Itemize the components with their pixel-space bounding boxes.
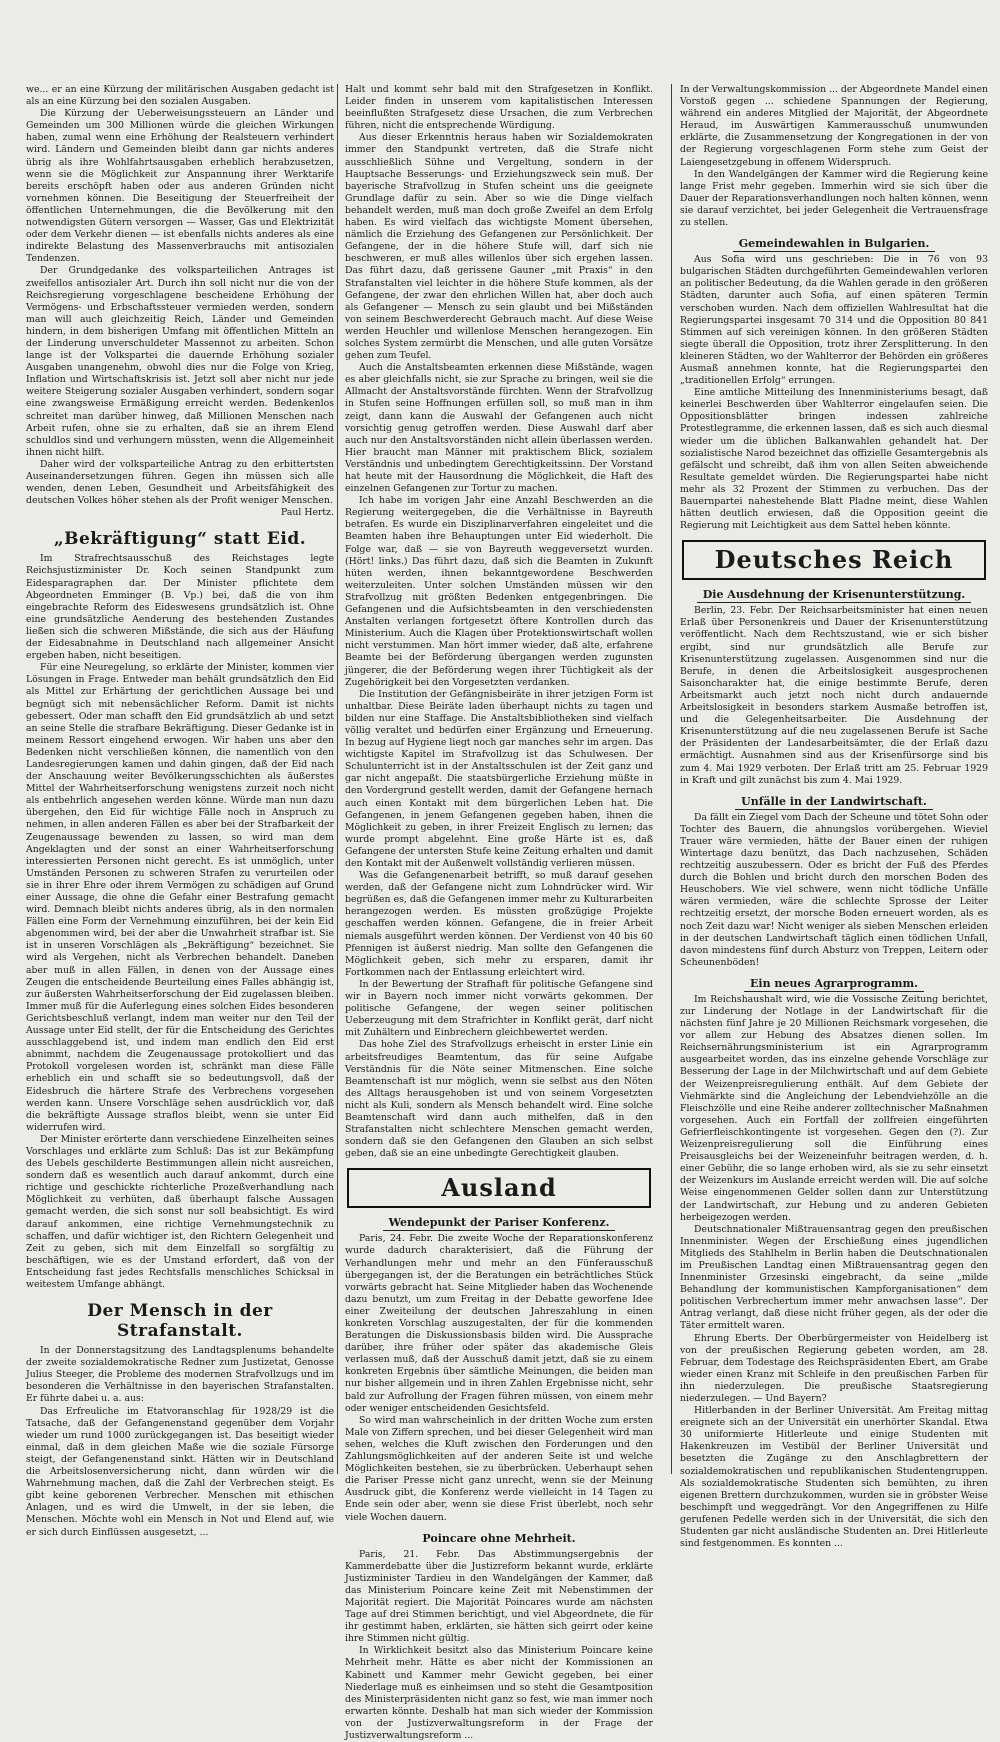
paragraph: In den Wandelgängen der Kammer wird die Regierung keine lange Frist mehr gegeben. Immerhin wird sie sich über die Dauer der Reparationsverhandlungen noch halten können, wenn sie darauf verzichtet, bei jeder Gelegenheit die Vertrauensfrage zu stellen. xyxy=(680,168,988,229)
paragraph: Paris, 21. Febr. Das Abstimmungsergebnis der Kammerdebatte über die Justizreform bekannt wurde, erklärte Justizminister Tardieu in den Wandelgängen der Kammer, daß das Ministerium Poincare keine Zeit mit Nebenstimmen der Majorität regiert. Die Majorität Poincares wurde am nächsten Tage auf drei Stimmen berichtigt, und viel Abgeordnete, die für ihr gestimmt haben, erklärten, sie hätten sich geirrt oder keine ihre Stimmen nicht gültig. xyxy=(345,1548,653,1645)
paragraph: Auch die Anstaltsbeamten erkennen diese Mißstände, wagen es aber gleichfalls nicht, sie zur Sprache zu bringen, weil sie die Allmacht der Anstaltsvorstände fürchten. Wenn der Strafvollzug in Stufen seine Hoffnungen erfüllen soll, so muß man in ihm zeigt, dann kann die Auswahl der Gefangenen auch nicht vorsichtig genug getroffen werden. Diese Auswahl darf aber auch nur den Anstaltsvorständen nicht allein überlassen werden. Hier braucht man Männer mit praktischem Blick, sozialem Verständnis und unbedingtem Gerechtigkeitssinn. Der Vorstand hat heute mit der Hausordnung die Möglichkeit, die Haft des einzelnen Gefangenen zur Tortur zu machen. xyxy=(345,362,653,495)
paragraph: Im Strafrechtsausschuß des Reichstages legte Reichsjustizminister Dr. Koch seinen Standpunkt zum Eidesparagraphen dar. Der Minister pflichtete dem Abgeordneten Emminger (B. Vp.) bei, daß die von ihm eingebrachte Reform des Eideswesens grundsätzlich ist. Ohne eine grundsätzliche Aenderung des bestehenden Zustandes ließen sich die schweren Mißstände, die sich aus der Häufung der Eidesabnahme in Deutschland nach allgemeiner Ansicht ergeben haben, nicht beseitigen. xyxy=(26,553,334,662)
column-1 xyxy=(26,84,334,1538)
paragraph: Im Reichshaushalt wird, wie die Vossische Zeitung berichtet, zur Linderung der Notlage in der Landwirtschaft für die nächsten fünf Jahre je 20 Millionen Reichsmark vorgesehen, die vor allem zur Hebung des Absatzes dienen sollen. Im Reichsernährungsministerium ist ein Agrarprogramm ausgearbeitet worden, das ins einzelne gehende Vorschläge zur Besserung der Lage in der Milchwirtschaft und auf dem Gebiete der Weizenpreisregulierung enthält. Auf dem Gebiete der Viehmärkte sind die Angleichung der Lebendviehzölle an die Fleischzölle und eine Reihe anderer zolltechnischer Maßnahmen vorgesehen. Auch ein Fortfall der zollfreien eingeführten Gefrierfleischkontingente ist vorgesehen. Gegen den (?). Zur Weizenpreisregulierung soll die Einführung eines Preisausgleichs bei der Weizeneinfuhr beitragen werden, d. h. einer Gebühr, die so lange erhoben wird, als sie zu sehr einsetzt der Weizenkurs im Auslande erreicht werden will. Die auf solche Weise eingenommenen Gelder sollen dann zur Unterstützung der Landwirtschaft, zur Hebung und zu anderen Gebieten herbeigezogen werden. xyxy=(680,993,988,1223)
paragraph: In der Verwaltungskommission ... der Abgeordnete Mandel einen Vorstoß gegen ... schiedene Spannungen der Regierung, während ein anderes Mitglied der Majorität, der Abgeordnete Heraud, im Auswärtigen Kammerausschuß unumwunden erklärte, die Zusammensetzung der Kongregationen in der von der Regierung vorgeschlagenen Form stehe zum Geist der Laiengesetzgebung in offenem Widerspruch. xyxy=(680,84,988,168)
paragraph: Aus Sofia wird uns geschrieben: Die in 76 von 93 bulgarischen Städten durchgeführten Gemeindewahlen verloren an politischer Bedeutung, da die Wahlen gerade in den größeren Städten, darunter auch Sofia, auf einen späteren Termin verschoben wurden. Nach dem offiziellen Wahlresultat hat die Regierungspartei insgesamt 70 314 und die Opposition 80 841 Stimmen auf sich vereinigen können. In den größeren Städten siegte überall die Opposition, trotz ihrer Zersplitterung. In den kleineren Städten, wo der Wahlterror der Behörden ein größeres Ausmaß annehmen konnte, hat die Regierungspartei den „traditionellen Erfolg“ errungen. xyxy=(680,254,988,387)
headline-unfaelle: Unfälle in der Landwirtschaft. xyxy=(680,795,988,808)
paragraph: So wird man wahrscheinlich in der dritten Woche zum ersten Male von Ziffern sprechen, und bei dieser Gelegenheit wird man sehen, welches die Kluft zwischen den Forderungen und den Zahlungsmöglichkeiten auf der anderen Seite ist und welche Möglichkeiten bestehen, sie zu überbrücken. Ueberhaupt sehen die Pariser Presse nicht ganz unrecht, wenn sie der Meinung Ausdruck gibt, die Konferenz werde vielleicht in 14 Tagen zu Ende sein oder aber, wenn sie diese Frist überlebt, noch sehr viele Wochen dauern. xyxy=(345,1414,653,1523)
column-2 xyxy=(345,84,653,1741)
paragraph: Der Grundgedanke des volksparteilichen Antrages ist zweifellos antisozialer Art. Durch ihn soll nicht nur die von der Reichsregierung vorgeschlagene bescheidene Erhöhung der Vermögens- und Erbschaftssteuer vermieden werden, sondern man will auch gleichzeitig Reich, Länder und Gemeinden hindern, in dem bisherigen Umfang mit öffentlichen Mitteln an der Linderung unverschuldeter Massennot zu arbeiten. Schon lange ist der Volkspartei die dauernde Erhöhung sozialer Ausgaben unangenehm, obwohl dies nur die Folge von Krieg, Inflation und Wirtschaftskrisis ist. Jetzt soll aber nicht nur jede weitere Steigerung sozialer Ausgaben verhindert, sondern sogar eine zwangsweise Ermäßigung erreicht werden. Bedenkenlos schreitet man darüber hinweg, daß Millionen Menschen nach Arbeit rufen, ohne sie zu erhalten, daß sie an ihrem Elend schuldlos sind und verhungern müssten, wenn die Allgemeinheit ihnen nicht hilft. xyxy=(26,265,334,458)
paragraph: Da fällt ein Ziegel vom Dach der Scheune und tötet Sohn oder Tochter des Bauern, die ahnungslos vorübergehen. Wieviel Trauer wäre vermieden, hätte der Bauer einen der ruhigen Wintertage dazu benützt, das Dach nachzusehen, Schäden rechtzeitig auszubessern. Oder es bricht der Fuß des Pferdes durch die Bohlen und bricht durch den morschen Boden des Heuschobers. Wie viel schwere, wenn nicht tödliche Unfälle wären vermieden, wäre die schlechte Sprosse der Leiter rechtzeitig ersetzt, der morsche Boden erneuert worden, als es noch Zeit dazu war! Nicht weniger als sieben Menschen erleiden in der deutschen Landwirtschaft täglich einen tödlichen Unfall, davon mindestens fünf durch Absturz von Treppen, Leitern oder Scheunenböden! xyxy=(680,811,988,968)
paragraph: Die Kürzung der Ueberweisungssteuern an Länder und Gemeinden um 300 Millionen würde die gleichen Wirkungen haben, zumal wenn eine Erhöhung der Realsteuern verhindert wird. Ländern und Gemeinden bleibt dann gar nichts anderes übrig als ihre Wohlfahrtsausgaben erheblich herabzusetzen, wenn sie die Möglichkeit zur Anspannung ihrer Werktarife bereits erschöpft haben oder aus anderen Gründen nicht vornehmen können. Die Beseitigung der Steuerfreiheit der öffentlichen Unternehmungen, die die Bevölkerung mit den notwendigsten Gütern versorgen — Wasser, Gas und Elektrizität oder dem Verkehr dienen — ist ebenfalls nichts anderes als eine indirekte Belastung des Massenverbrauchs mit antisozialen Tendenzen. xyxy=(26,108,334,265)
paragraph: Das hohe Ziel des Strafvollzugs erheischt in erster Linie ein arbeitsfreudiges Beamtentum, das für seine Aufgabe Verständnis für die Nöte seiner Mitmenschen. Eine solche Beamtenschaft ist nur möglich, wenn sie selbst aus den Nöten des Alltags herausgehoben ist und von seinem Vorgesetzten nicht als Kuli, sondern als Mensch behandelt wird. Eine solche Beamtenschaft wird dann auch mithelfen, daß in den Strafanstalten nicht schlechtere Menschen gemacht werden, sondern daß sie den Gefangenen den Glauben an sich selbst geben, daß sie an eine unbedingte Gerechtigkeit glauben. xyxy=(345,1039,653,1160)
column-rule-left xyxy=(337,84,338,1474)
paragraph: In der Bewertung der Strafhaft für politische Gefangene sind wir in Bayern noch immer nicht vorwärts gekommen. Der politische Gefangene, der wegen seiner politischen Ueberzeugung mit dem Strafrichter in Konflikt gerät, darf nicht mit Zuhältern und Einbrechern gleichbewertet werden. xyxy=(345,978,653,1039)
paragraph: Daher wird der volksparteiliche Antrag zu den erbittertsten Auseinandersetzungen führen. Gegen ihn müssen sich alle wenden, denen Leben, Gesundheit und Arbeitsfähigkeit des deutschen Volkes höher stehen als der Profit weniger Menschen. xyxy=(26,458,334,507)
paragraph: Berlin, 23. Febr. Der Reichsarbeitsminister hat einen neuen Erlaß über Personenkreis und Dauer der Krisenunterstützung veröffentlicht. Nach dem Rechtszustand, wie er sich bisher ergibt, sind nur grundsätzlich alle Berufe zur Krisenunterstützung zugelassen. Ausgenommen sind nur die Berufe, in denen die Arbeitslosigkeit ausgesprochenen Saisoncharakter hat, die einige bestimmte Berufe, deren Arbeitsmarkt auch jetzt noch nicht durch andauernde Arbeitslosigkeit in besonders starkem Ausmaße betroffen ist, und die Gelegenheitsarbeiter. Die Ausdehnung der Krisenunterstützung auf die neu zugelassenen Berufe ist Sache der Präsidenten der Landesarbeitsämter, die der Erlaß dazu ermächtigt. Ausnahmen sind aus der Krisenfürsorge sind bis zum 4. Mai 1929 verboten. Der Erlaß tritt am 25. Februar 1929 in Kraft und gilt zunächst bis zum 4. Mai 1929. xyxy=(680,605,988,786)
section-header-deutsches-reich: Deutsches Reich xyxy=(682,540,986,580)
headline-bulgarien: Gemeindewahlen in Bulgarien. xyxy=(680,237,988,250)
section-header-ausland: Ausland xyxy=(347,1168,651,1208)
paragraph: Ich habe im vorigen Jahr eine Anzahl Beschwerden an die Regierung weitergegeben, die die Verhältnisse in Bayreuth betrafen. Es wurde ein Disziplinarverfahren eingeleitet und die Beamten haben ihre Behauptungen unter Eid wiederholt. Die Folge war, daß — sie von Bayreuth weggeversetzt wurden. (Hört! links.) Das führt dazu, daß sich die Beamten in Zukunft hüten werden, ihnen bekanntgewordene Beschwerden weiterzuleiten. Unter solchen Umständen müssen wir den Strafvollzug mit größten Bedenken entgegenbringen. Die Gefangenen und die Aufsichtsbeamten in den verschiedensten Anstalten verlangen fortgesetzt öftere Kontrollen durch das Ministerium. Auch die Klagen über Protektionswirtschaft wollen nicht verstummen. Man hört immer wieder, daß alte, erfahrene Beamte bei der Beförderung übergangen werden zugunsten jüngerer, die der Beförderung wegen ihrer Tüchtigkeit als der Zugehörigkeit bei den Vorgesetzten verdanken. xyxy=(345,495,653,688)
paragraph: In der Donnerstagsitzung des Landtagsplenums behandelte der zweite sozialdemokratische Redner zum Justizetat, Genosse Julius Steeger, die Probleme des modernen Strafvollzugs und im besonderen die Verhältnisse in den bayerischen Strafanstalten. Er führte dabei u. a. aus: xyxy=(26,1345,334,1405)
paragraph: Paris, 24. Febr. Die zweite Woche der Reparationskonferenz wurde dadurch charakterisiert, daß die Führung der Verhandlungen mehr und mehr an den Fünferausschuß übergegangen ist, der die Beratungen ein beträchtliches Stück vorwärts gebracht hat. Seine Mitglieder haben das Wochenende dazu benutzt, um zum Freitag in der Debatte geworfene Idee einer Zweiteilung der deutschen Jahreszahlung in einen konkreten Vorschlag auszugestalten, der für die kommenden Beratungen die Diskussionsbasis bilden wird. Die Aussprache darüber, ihre früher oder später das akademische Gleis verlassen muß, daß der Ausschuß damit jetzt, daß sie zu einem konkreten Ergebnis über sämtliche Meinungen, die beiden man nur bisher allgemein und in ihren Zahlen Ergebnisse nicht, sehr bald zur Aufrollung der Fragen führen müssen, von einem mehr oder weniger entscheidenden Gesichtsfeld. xyxy=(345,1233,653,1414)
paragraph: In Wirklichkeit besitzt also das Ministerium Poincare keine Mehrheit mehr. Hätte es aber nicht der Kommissionen an Kabinett und Kammer mehr Gewicht gegeben, bei einer Niederlage muß es einheimsen und so steht die Gesamtposition des Ministerpräsidenten nicht ganz so fest, wie man immer noch erwarten könnte. Deshalb hat man sich wieder der Kommission von der Justizverwaltungsreform in der Frage der Justizverwaltungsreform ... xyxy=(345,1645,653,1741)
headline-krisenunterstuetzung: Die Ausdehnung der Krisenunterstützung. xyxy=(680,588,988,601)
author-signature: Paul Hertz. xyxy=(281,507,334,519)
paragraph: Aus dieser Erkenntnis heraus haben wir Sozialdemokraten immer den Standpunkt vertreten, daß die Strafe nicht ausschließlich Sühne und Vergeltung, sondern in der Hauptsache Besserungs- und Erziehungszweck sein muß. Der bayerische Strafvollzug in Stufen scheint uns die geeignete Grundlage dafür zu sein. Aber so wie die Dinge vielfach behandelt werden, muß man doch große Zweifel an dem Erfolg haben. Es wird vielfach das wichtigste Moment übersehen, nämlich die Erziehung des Gefangenen zur Persönlichkeit. Der Gefangene, der in die höhere Stufe will, darf sich nie beschweren, er muß alles willenlos über sich ergehen lassen. Das führt dazu, daß gerissene Gauner „mit Praxis“ in den Strafanstalten viel leichter in die höhere Stufe kommen, als der Gefangene, der zwar den ehrlichen Willen hat, aber doch auch als Gefangener — Mensch zu sein glaubt und bei Mißständen von seinem Beschwerderecht Gebrauch macht. Auf diese Weise werden Heuchler und willenlose Menschen herangezogen. Ein solches System zermürbt die Menschen, und alle guten Vorsätze gehen zum Teufel. xyxy=(345,132,653,362)
column-3 xyxy=(680,84,988,1550)
headline-mensch-strafanstalt: Der Mensch in der Strafanstalt. xyxy=(87,1301,273,1342)
headline-bekraeftigung: „Bekräftigung“ statt Eid. xyxy=(53,529,307,550)
paragraph: Für eine Neuregelung, so erklärte der Minister, kommen vier Lösungen in Frage. Entweder man behält grundsätzlich den Eid als Mittel zur Erhärtung der gerichtlichen Aussage bei und begnügt sich mit nebensächlicher Reform. Damit ist nichts gebessert. Oder man schafft den Eid grundsätzlich ab und setzt an seine Stelle die strafbare Bekräftigung. Dieser Gedanke ist in meinem Ressort eingehend erwogen. Wir haben uns aber den Bedenken nicht verschließen können, die namentlich von den Landesregierungen kamen und dahin gingen, daß der Eid nach der Anschauung weiter Bevölkerungsschichten als äußerstes Mittel der Wahrheitserforschung wenigstens zurzeit noch nicht als entbehrlich angesehen werden könne. Würde man nun dazu übergehen, den Eid für wichtige Fälle noch in Anspruch zu nehmen, in allen anderen Fällen es aber bei der Strafbarkeit der Zeugenaussage bewenden zu lassen, so wird man dem Angeklagten und der sonst an einer Wahrheitserforschung interessierten Personen nicht gerecht. Es ist unmöglich, unter Umständen Personen zu schweren Strafen zu verurteilen oder sie in ihrer Ehre oder ihrem Vermögen zu schädigen auf Grund einer Aussage, die ohne die Gefahr einer Bestrafung gemacht wird. Demnach bleibt nichts anderes übrig, als in den normalen Fällen eine Form der Vernehmung einzuführen, bei der kein Eid abgenommen wird, bei der aber die Unwahrheit strafbar ist. Sie ist in unseren Vorschlägen als „Bekräftigung“ bezeichnet. Sie wird als Vergehen, nicht als Verbrechen behandelt. Daneben aber muß in allen Fällen, in denen von der Aussage eines Zeugen die entscheidende Beurteilung eines Falles abhängig ist, zur äußersten Wahrheitserforschung der Eid zugelassen bleiben. Immer muß für die Auferlegung eines solchen Eides besonderen Gerichtsbeschluß verlangt, indem man weiter nur den Teil der Aussage unter Eid stellt, der für die Entscheidung des Gerichtes ausschlaggebend ist, und indem man endlich den Eid erst abnimmt, nachdem die Zeugenaussage protokolliert und das Protokoll vorgelesen worden ist, schränkt man diese Fälle erheblich ein und schafft sie so bedeutungsvoll, daß der Eidesbruch die härtere Strafe des Verbrechens vorgesehen werden kann. Unsere Vorschläge sehen ausdrücklich vor, daß die bekräftigte Aussage straflos bleibt, wenn sie unter Eid widerrufen wird. xyxy=(26,662,334,1133)
paragraph: we... er an eine Kürzung der militärischen Ausgaben gedacht ist als an eine Kürzung bei den sozialen Ausgaben. xyxy=(26,84,334,108)
column-rule-right xyxy=(671,84,672,1474)
paragraph: Die Institution der Gefängnisbeiräte in ihrer jetzigen Form ist unhaltbar. Diese Beiräte laden überhaupt nichts zu tagen und bilden nur eine Staffage. Die Anstaltsbibliotheken sind vielfach völlig veraltet und bedürfen einer Ergänzung und Erneuerung. In bezug auf Hygiene liegt noch gar manches sehr im argen. Das wichtigste Kapitel im Strafvollzug ist das Schulwesen. Der Schulunterricht ist in der Anstaltsschulen ist der Zeit ganz und gar nicht angepaßt. Die staatsbürgerliche Erziehung müßte in den Vordergrund gestellt werden, damit der Gefangene hernach auch einen Kontakt mit dem bürgerlichen Leben hat. Die Gefangenen, in jenem Gefangenen gegeben haben, ihnen die Möglichkeit zu geben, in ihrer Freizeit Englisch zu lernen; das wurde prompt abgelehnt. Eine große Härte ist es, daß Gefangene der untersten Stufe keine Zeitung erhalten und damit den Kontakt mit der Außenwelt vollständig verlieren müssen. xyxy=(345,688,653,869)
headline-agrarprogramm: Ein neues Agrarprogramm. xyxy=(680,977,988,990)
paragraph: Ehrung Eberts. Der Oberbürgermeister von Heidelberg ist von der preußischen Regierung gebeten worden, am 28. Februar, dem Todestage des Reichspräsidenten Ebert, am Grabe wieder einen Kranz mit Schleife in den preußischen Farben für ihn niederzulegen. Die preußische Staatsregierung niederzulegen. — Und Bayern? xyxy=(680,1332,988,1404)
paragraph: Was die Gefangenenarbeit betrifft, so muß darauf gesehen werden, daß der Gefangene nicht zum Lohndrücker wird. Wir begrüßen es, daß die Gefangenen immer mehr zu Kulturarbeiten herangezogen werden. Es müssten großzügige Projekte geschaffen werden können. Gefangene, die in freier Arbeit niemals ausgeführt werden können. Der Verdienst von 40 bis 60 Pfennigen ist äußerst niedrig. Man sollte den Gefangenen die Möglichkeit geben, sich mehr zu ersparen, damit ihr Fortkommen nach der Entlassung erleichtert wird. xyxy=(345,870,653,978)
paragraph: Der Minister erörterte dann verschiedene Einzelheiten seines Vorschlages und erklärte zum Schluß: Das ist zur Bekämpfung des Uebels geschilderte Bestimmungen allein nicht ausreichen, sondern daß es wesentlich auch darauf ankommt, durch eine richtige und geschickte richterliche Prozeßverhandlung nach Möglichkeit zu verhüten, daß überhaupt falsche Aussagen gemacht werden, die sich sonst nur soll beabsichtigt. Es wird darauf ankommen, eine richtige Vernehmungstechnik zu schaffen, und dafür wichtiger ist, den Richtern Gelegenheit und Zeit zu geben, sich mit dem Einzelfall so sorgfältig zu beschäftigen, wie es der Umstand erfordert, daß von der Entscheidung fast jedes Rechtsfalls menschliches Schicksal in weitestem Umfange abhängt. xyxy=(26,1133,334,1290)
headline-pariser-konferenz: Wendepunkt der Pariser Konferenz. xyxy=(345,1216,653,1229)
headline-poincare: Poincare ohne Mehrheit. xyxy=(422,1531,576,1545)
paragraph: Deutschnationaler Mißtrauensantrag gegen den preußischen Innenminister. Wegen der Erschießung eines jugendlichen Mitglieds des Stahlhelm in Berlin haben die Deutschnationalen im Preußischen Landtag einen Mißtrauensantrag gegen den Innenminister Grzesinski eingebracht, da seine „milde Behandlung der kommunistischen Kampforganisationen“ dem politischen Verbrechertum immer mehr anwachsen lasse“. Der Antrag verlangt, daß diese nicht früher gegen, als der oder die Täter ermittelt waren. xyxy=(680,1223,988,1332)
paragraph: Eine amtliche Mitteilung des Innenministeriums besagt, daß keinerlei Beschwerden über Wahlterror eingelaufen seien. Die Oppositionsblätter bringen indessen zahlreiche Protestlegramme, die erkennen lassen, daß es sich auch diesmal wieder um die üblichen Balkanwahlen gehandelt hat. Der sozialistische Narod bezeichnet das offizielle Gesamtergebnis als gefälscht und schreibt, daß ihm von allen Seiten abweichende Resultate gemeldet würden. Die Regierungspartei habe nicht mehr als 32 Prozent der Stimmen zu verbuchen. Das der Bauernpartei nahestehende Blatt Pladne meint, diese Wahlen hätten deutlich erwiesen, daß die Opposition geeint die Regierung mit Leichtigkeit aus dem Sattel heben könnte. xyxy=(680,387,988,532)
paragraph: Hitlerbanden in der Berliner Universität. Am Freitag mittag ereignete sich an der Universität ein unerhörter Skandal. Etwa 30 uniformierte Hitlerleute und einige Studenten mit Hakenkreuzen im Vestibül der Berliner Universität und besetzten die Zugänge zu den Anschlagbrettern der sozialdemokratischen und republikanischen Studentengruppen. Als sozialdemokratische Studenten sich bemühten, zu ihren eigenen Brettern durchzukommen, wurden sie in gröbster Weise beschimpft und weggedrängt. Vor den Angegriffenen zu Hilfe gerufenen Pedelle werden sich in der Universität, die sich den Studenten gar nicht ausländische Studenten an. Drei Hitlerleute sind festgenommen. Es konnten ... xyxy=(680,1405,988,1550)
paragraph: Das Erfreuliche im Etatvoranschlag für 1928/29 ist die Tatsache, daß der Gefangenenstand gegenüber dem Vorjahr wieder um rund 1000 zurückgegangen ist. Das beseitigt wieder einmal, daß in dem gleichen Maße wie die soziale Fürsorge steigt, der Gefangenenstand sinkt. Hätten wir in Deutschland die Arbeitslosenversicherung nicht, dann würden wir die Wahrnehmung machen, daß die Zahl der Verbrechen steigt. Es gibt keine geborenen Verbrecher. Menschen mit ethischen Anlagen, und es wird die Umwelt, in der sie leben, die Menschen. Möchte wohl ein Mensch in Not und Elend auf, wie er sich durch Einflüssen ausgesetzt, ... xyxy=(26,1405,334,1538)
paragraph: Halt und kommt sehr bald mit den Strafgesetzen in Konflikt. Leider finden in unserem vom kapitalistischen Interessen beeinflußten Strafgesetz diese Ursachen, die zum Verbrechen führen, nicht die entsprechende Würdigung. xyxy=(345,84,653,132)
